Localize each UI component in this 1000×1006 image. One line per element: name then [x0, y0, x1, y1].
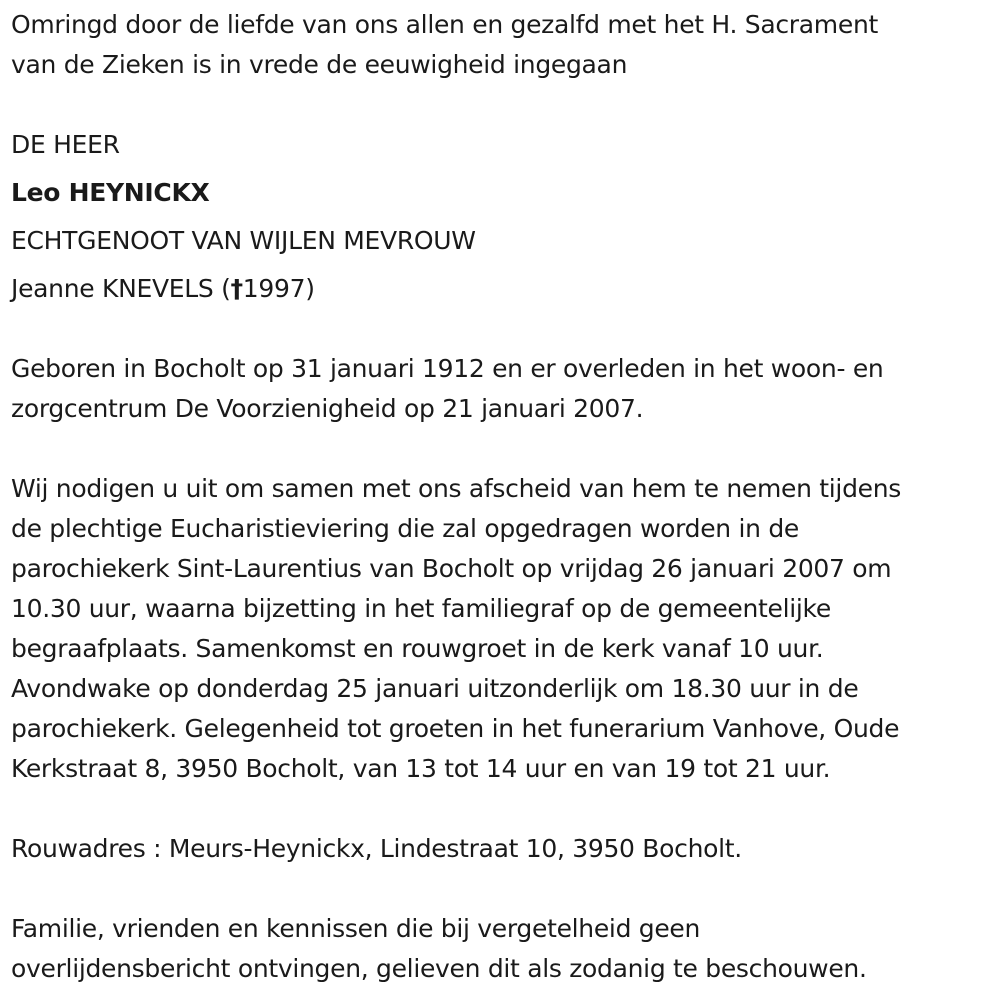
- ceremony-line: 10.30 uur, waarna bijzetting in het familiegraf op de gemeentelijke: [11, 594, 831, 623]
- ceremony-line: Avondwake op donderdag 25 januari uitzonderlijk om 18.30 uur in de: [11, 674, 859, 703]
- closing-line-2: overlijdensbericht ontvingen, gelieven dit als zodanig te beschouwen.: [11, 954, 867, 983]
- ceremony-paragraph: [11, 469, 996, 789]
- mourning-address: Rouwadres : Meurs-Heynickx, Lindestraat 10, 3950 Bocholt.: [11, 834, 742, 863]
- ceremony-line: Wij nodigen u uit om samen met ons afscheid van hem te nemen tijdens: [11, 474, 902, 503]
- ceremony-line: de plechtige Eucharistieviering die zal opgedragen worden in de: [11, 514, 799, 543]
- deceased-relation: ECHTGENOOT VAN WIJLEN MEVROUW: [11, 226, 476, 255]
- cross-icon: †: [230, 274, 243, 303]
- closing-line-1: Familie, vrienden en kennissen die bij vergetelheid geen: [11, 914, 701, 943]
- spouse-name: Jeanne KNEVELS (: [11, 274, 231, 303]
- intro-line-2: van de Zieken is in vrede de eeuwigheid ingegaan: [11, 50, 628, 79]
- intro-line-1: Omringd door de liefde van ons allen en gezalfd met het H. Sacrament: [11, 10, 878, 39]
- ceremony-line: begraafplaats. Samenkomst en rouwgroet in de kerk vanaf 10 uur.: [11, 634, 824, 663]
- birth-death-paragraph: [11, 349, 996, 429]
- birth-death-line-1: Geboren in Bocholt op 31 januari 1912 en er overleden in het woon- en: [11, 354, 884, 383]
- obituary-document: [11, 0, 996, 989]
- ceremony-line: parochiekerk. Gelegenheid tot groeten in het funerarium Vanhove, Oude: [11, 714, 900, 743]
- deceased-title: DE HEER: [11, 130, 120, 159]
- closing-paragraph: [11, 909, 996, 989]
- ceremony-line: Kerkstraat 8, 3950 Bocholt, van 13 tot 14 uur en van 19 tot 21 uur.: [11, 754, 831, 783]
- spouse-line: [11, 269, 996, 309]
- deceased-name: Leo HEYNICKX: [11, 178, 210, 207]
- deceased-block: [11, 125, 996, 309]
- ceremony-line: parochiekerk Sint-Laurentius van Bocholt op vrijdag 26 januari 2007 om: [11, 554, 892, 583]
- intro-paragraph: [11, 5, 996, 85]
- spouse-death-year: 1997): [242, 274, 315, 303]
- birth-death-line-2: zorgcentrum De Voorzienigheid op 21 januari 2007.: [11, 394, 644, 423]
